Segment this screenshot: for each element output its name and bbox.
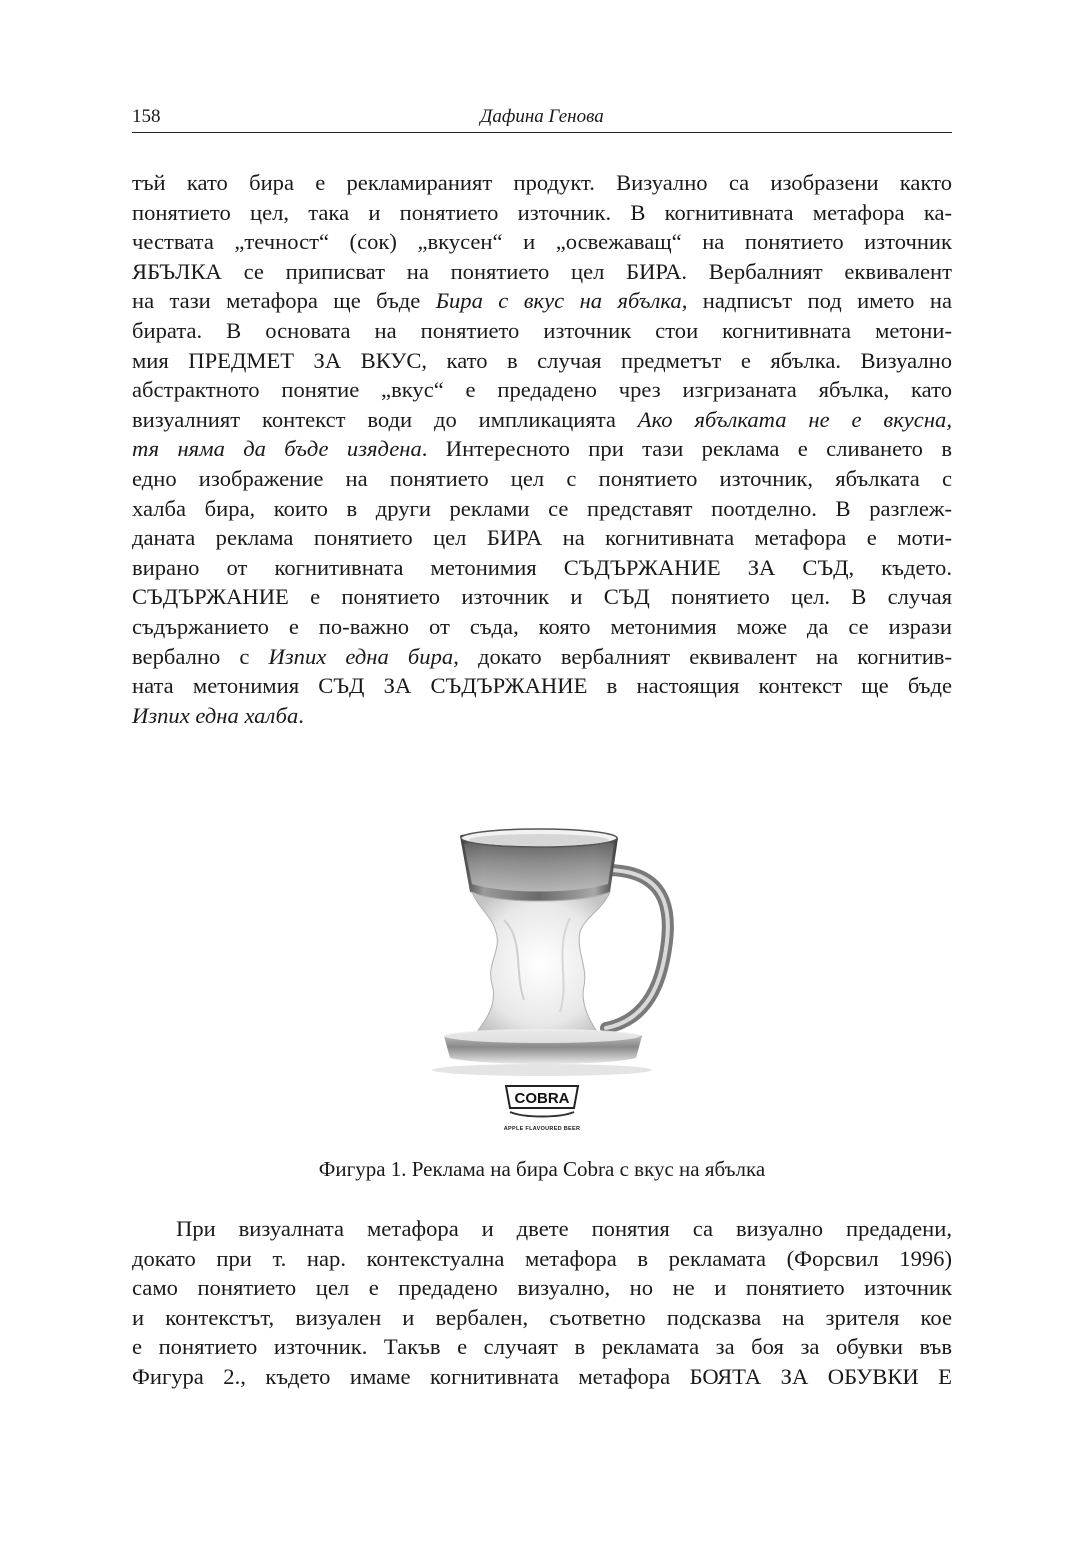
- text-line: тъй като бира е рекламираният продукт. Визуално са изобразени както: [132, 170, 952, 195]
- text-run: . Интересното при тази реклама е сливането в: [421, 436, 952, 462]
- text-line: чествата „течност“ (сок) „вкусен“ и „освежаващ“ на понятието източник: [132, 229, 952, 255]
- text-run: .: [298, 702, 304, 728]
- italic-example: Бира с вкус на ябълка: [435, 288, 682, 314]
- text-run: визуалният контекст води до импликацията: [132, 406, 638, 432]
- text-line: мия ПРЕДМЕТ ЗА ВКУС, като в случая предметът е ябълка. Визуално: [132, 347, 952, 373]
- italic-example: тя няма да бъде изядена: [132, 436, 422, 462]
- text-run: , надписът под името на: [681, 288, 952, 314]
- text-line: понятието цел, така и понятието източник. В когнитивната метафора ка-: [132, 199, 952, 225]
- text-line: [132, 286, 952, 316]
- italic-example: Ако ябълката не е вкусна,: [637, 406, 952, 432]
- text-line: едно изображение на понятието цел с понятието източник, ябълката с: [132, 465, 952, 491]
- text-line: При визуалната метафора и двете понятия са визуално предадени,: [176, 1216, 952, 1241]
- beer-mug-apple-core-illustration: [374, 800, 712, 1145]
- text-run: , докато вербалният еквивалент на когнитив-: [453, 643, 952, 669]
- text-line: докато при т. нар. контекстуална метафора в рекламата (Форсвил 1996): [132, 1245, 952, 1271]
- figure-cobra-ad: [374, 800, 712, 1145]
- text-run: на тази метафора ще бъде: [132, 288, 436, 314]
- text-line: ЯБЪЛКА се приписват на понятието цел БИРА. Вербалният еквивалент: [132, 258, 952, 284]
- text-run: вербално с: [132, 643, 269, 669]
- cobra-logo: [506, 1086, 578, 1117]
- text-line: [132, 434, 952, 464]
- text-line: абстрактното понятие „вкус“ е предадено чрез изгризаната ябълка, като: [132, 377, 952, 403]
- text-line: [132, 642, 952, 672]
- text-line: е понятието източник. Такъв е случаят в рекламата за боя за обувки във: [132, 1334, 952, 1360]
- text-line: ната метонимия СЪД ЗА СЪДЪРЖАНИЕ в настоящия контекст ще бъде: [132, 673, 952, 699]
- text-line: съдържанието е по-важно от съда, която метонимия може да се изрази: [132, 613, 952, 639]
- text-line: бирата. В основата на понятието източник стои когнитивната метони-: [132, 317, 952, 343]
- italic-example: Изпих една халба: [132, 702, 299, 728]
- text-line: Фигура 2., където имаме когнитивната метафора БОЯТА ЗА ОБУВКИ Е: [132, 1363, 952, 1389]
- text-line: СЪДЪРЖАНИЕ е понятието източник и СЪД понятието цел. В случая: [132, 584, 952, 610]
- page-number: 158: [132, 106, 161, 127]
- text-line: вирано от когнитивната метонимия СЪДЪРЖАНИЕ ЗА СЪД, където.: [132, 554, 952, 580]
- text-line: и контекстът, визуален и вербален, съответно подсказва на зрителя кое: [132, 1304, 952, 1330]
- text-line: [132, 405, 952, 435]
- apple-core: [472, 892, 610, 1036]
- figure-caption: Фигура 1. Реклама на бира Cobra с вкус на ябълка: [318, 1157, 766, 1181]
- brand-name: COBRA: [514, 1090, 570, 1107]
- body-paragraph-1: [132, 168, 952, 730]
- text-line: даната реклама понятието цел БИРА на когнитивната метафора е моти-: [132, 525, 952, 551]
- text-line: [132, 701, 952, 731]
- text-line: само понятието цел е предадено визуално, но не и понятието източник: [132, 1275, 952, 1301]
- running-head-author: Дафина Генова: [480, 106, 604, 127]
- body-paragraph-2: [132, 1214, 952, 1392]
- brand-tagline: APPLE FLAVOURED BEER: [503, 1126, 581, 1132]
- italic-example: Изпих една бира: [268, 643, 454, 669]
- running-header: [132, 100, 952, 133]
- text-line: халба бира, които в други реклами се представят поотделно. В разглеж-: [132, 495, 952, 521]
